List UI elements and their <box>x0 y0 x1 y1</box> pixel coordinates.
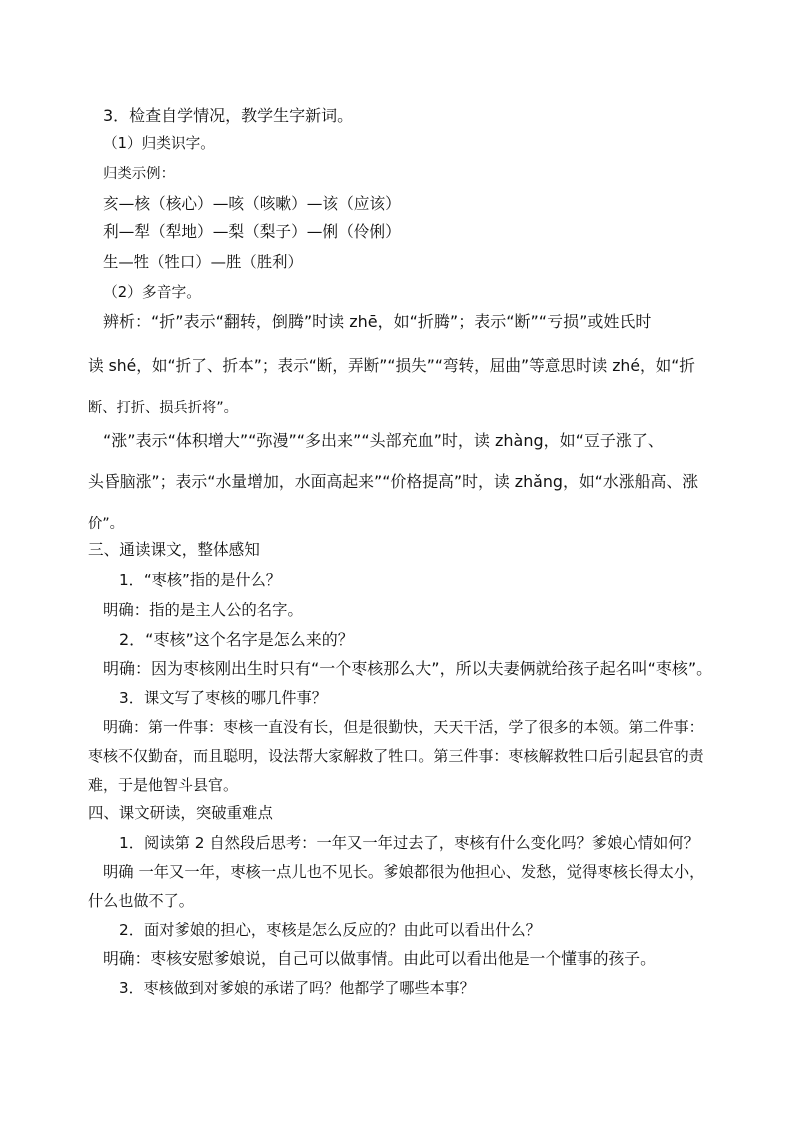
subheading-classify-characters: （1）归类识字。 <box>103 135 215 152</box>
question-2: 2．“枣核”这个名字是怎么来的？ <box>119 630 354 649</box>
answer-3-line-2: 枣核不仅勤奋，而且聪明，设法帮大家解救了牲口。第三件事：枣核解救牲口后引起县官的责 <box>88 747 704 765</box>
step-3-heading: 3．检查自学情况，教学生字新词。 <box>103 106 354 125</box>
analysis-zhe-line-2: 读 shé，如“折了、折本”；表示“断，弄断”“损失”“弯转，屈曲”等意思时读 zhé，如“折 <box>88 356 695 375</box>
analysis-zhang-line-2: 头昏脑涨”；表示“水量增加，水面高起来”“价格提高”时，读 zhǎng，如“水涨船高、涨 <box>88 472 698 491</box>
question-3: 3．课文写了枣核的哪几件事？ <box>119 689 327 707</box>
answer-3-line-3: 难，于是他智斗县官。 <box>88 776 238 794</box>
section-3-heading: 三、通读课文，整体感知 <box>88 540 260 559</box>
analysis-zhe-line-1: 辨析：“折”表示“翻转，倒腾”时读 zhē，如“折腾”；表示“断”“亏损”或姓氏时 <box>103 312 652 331</box>
answer-4-1-line-1: 明确 一年又一年，枣核一点儿也不见长。爹娘都很为他担心、发愁，觉得枣核长得太小， <box>103 863 705 881</box>
answer-4-1-line-2: 什么也做不了。 <box>88 892 194 910</box>
example-line-hai: 亥—核（核心）—咳（咳嗽）—该（应该） <box>103 194 401 213</box>
answer-3-line-1: 明确：第一件事：枣核一直没有长，但是很勤快，天天干活，学了很多的本领。第二件事： <box>103 718 704 736</box>
question-4-1: 1．阅读第 2 自然段后思考：一年又一年过去了，枣核有什么变化吗？爹娘心情如何？ <box>119 834 699 852</box>
example-line-li: 利—犁（犁地）—梨（梨子）—俐（伶俐） <box>103 222 401 241</box>
example-line-sheng: 生—牲（牲口）—胜（胜利） <box>103 253 303 271</box>
answer-2: 明确：因为枣核刚出生时只有“一个枣核那么大”，所以夫妻俩就给孩子起名叫“枣核”。 <box>103 659 713 678</box>
analysis-zhe-line-3: 断、打折、损兵折将”。 <box>88 400 238 416</box>
classification-examples-label: 归类示例： <box>103 166 175 182</box>
question-4-3: 3．枣核做到对爹娘的承诺了吗？他都学了哪些本事？ <box>119 979 475 997</box>
analysis-zhang-line-3: 价”。 <box>88 516 124 532</box>
question-1: 1．“枣核”指的是什么？ <box>119 571 281 589</box>
answer-1: 明确：指的是主人公的名字。 <box>103 601 303 619</box>
section-4-heading: 四、课文研读，突破重难点 <box>88 804 273 822</box>
answer-4-2: 明确：枣核安慰爹娘说，自己可以做事情。由此可以看出他是一个懂事的孩子。 <box>103 949 656 968</box>
subheading-polyphones: （2）多音字。 <box>103 284 201 301</box>
question-4-2: 2．面对爹娘的担心，枣核是怎么反应的？由此可以看出什么？ <box>119 921 541 939</box>
analysis-zhang-line-1: “涨”表示“体积增大”“弥漫”“多出来”“头部充血”时，读 zhàng，如“豆子涨了、 <box>103 431 664 450</box>
